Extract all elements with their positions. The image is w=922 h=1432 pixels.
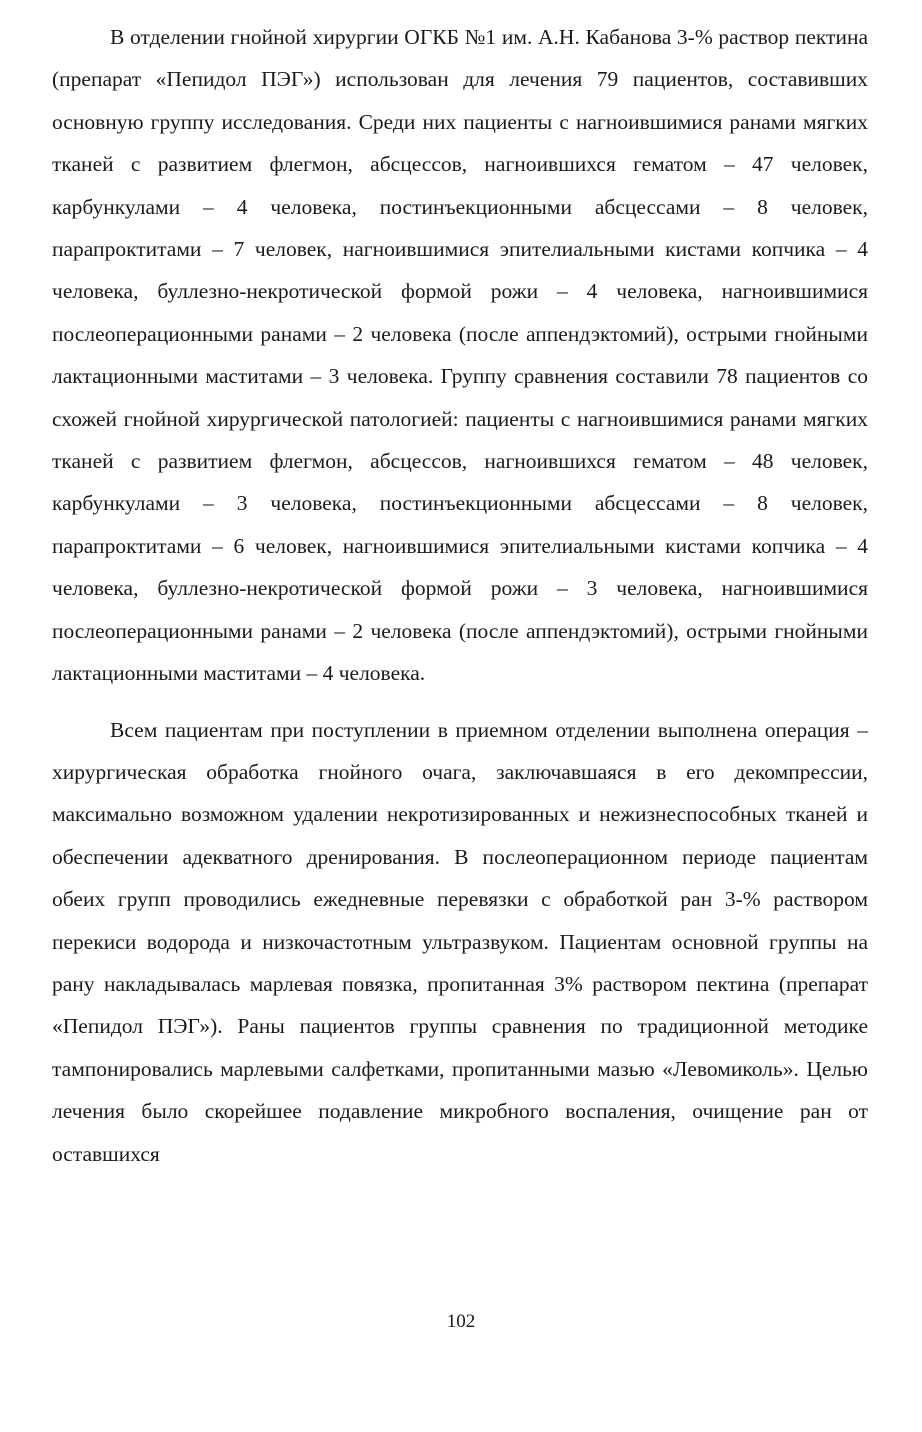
paragraph-patient-groups: В отделении гнойной хирургии ОГКБ №1 им. А.Н. Кабанова 3-% раствор пектина (препарат «Пепидол ПЭГ») использован для лечения 79 пациентов, составивших основную группу исследования. Среди них пациенты с нагноившимися ранами мягких тканей с развитием флегмон, абсцессов, нагноившихся гематом – 47 человек, карбункулами – 4 человека, постинъекционными абсцессами – 8 человек, парапроктитами – 7 человек, нагноившимися эпителиальными кистами копчика – 4 человека, буллезно-некротической формой рожи – 4 человека, нагноившимися послеоперационными ранами – 2 человека (после аппендэктомий), острыми гнойными лактационными маститами – 3 человека. Группу сравнения составили 78 пациентов со схожей гнойной хирургической патологией: пациенты с нагноившимися ранами мягких тканей с развитием флегмон, абсцессов, нагноившихся гематом – 48 человек, карбункулами – 3 человека, постинъекционными абсцессами – 8 человек, парапроктитами – 6 человек, нагноившимися эпителиальными кистами копчика – 4 человека, буллезно-некротической формой рожи – 3 человека, нагноившимися послеоперационными ранами – 2 человека (после аппендэктомий), острыми гнойными лактационными маститами – 4 человека.: [52, 25, 868, 686]
page-number: 102: [446, 1311, 476, 1332]
paragraph-treatment-method: Всем пациентам при поступлении в приемном отделении выполнена операция – хирургическая обработка гнойного очага, заключавшаяся в его декомпрессии, максимально возможном удалении некротизированных и нежизнеспособных тканей и обеспечении адекватного дренирования. В послеоперационном периоде пациентам обеих групп проводились ежедневные перевязки с обработкой ран 3-% раствором перекиси водорода и низкочастотным ультразвуком. Пациентам основной группы на рану накладывалась марлевая повязка, пропитанная 3% раствором пектина (препарат «Пепидол ПЭГ»). Раны пациентов группы сравнения по традиционной методике тампонировались марлевыми салфетками, пропитанными мазью «Левомиколь». Целью лечения было скорейшее подавление микробного воспаления, очищение ран от оставшихся: [52, 717, 868, 1166]
document-page: [52, 16, 868, 1175]
